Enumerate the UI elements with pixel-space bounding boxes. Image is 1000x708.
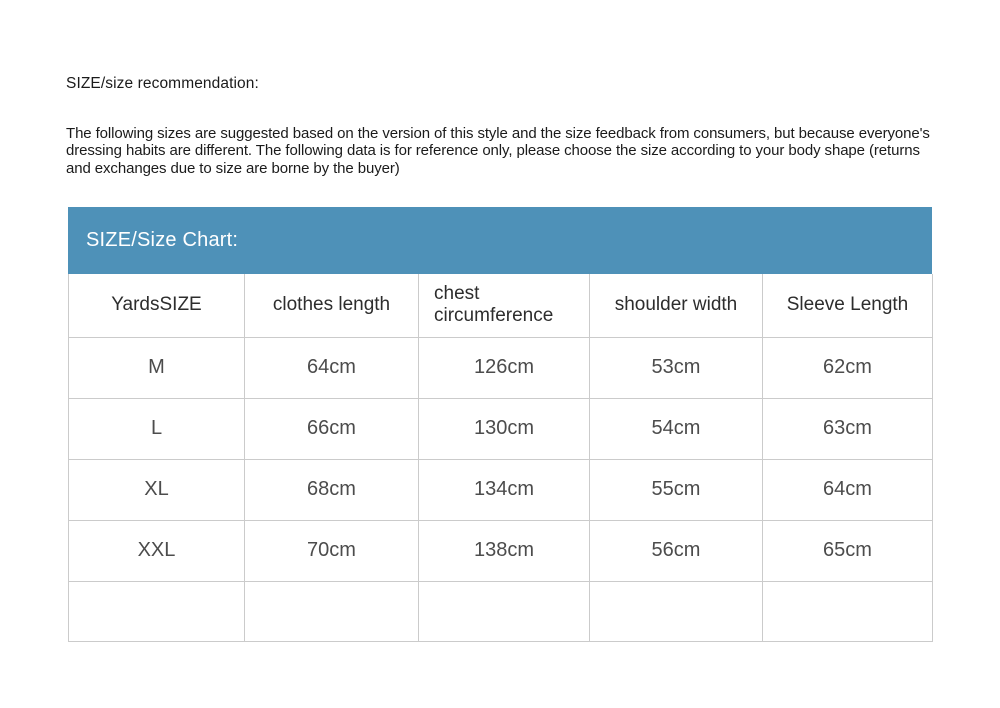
cell-size: XXL <box>69 520 245 581</box>
page-title: SIZE/size recommendation: <box>66 75 259 92</box>
cell-empty <box>69 581 245 641</box>
table-row-empty <box>69 581 933 641</box>
cell-clothes-length: 64cm <box>245 337 419 398</box>
column-header-sleeve-length: Sleeve Length <box>763 274 933 337</box>
size-chart-title: SIZE/Size Chart: <box>86 229 239 251</box>
cell-chest-circumference: 134cm <box>419 459 590 520</box>
table-row-xl <box>69 459 933 520</box>
cell-clothes-length: 70cm <box>245 520 419 581</box>
table-row-m <box>69 337 933 398</box>
cell-sleeve-length: 62cm <box>763 337 933 398</box>
cell-empty <box>419 581 590 641</box>
table-row-l <box>69 398 933 459</box>
cell-shoulder-width: 54cm <box>590 398 763 459</box>
cell-chest-circumference: 130cm <box>419 398 590 459</box>
column-header-clothes-length: clothes length <box>245 274 419 337</box>
description-paragraph: The following sizes are suggested based on the version of this style and the size feedback from consumers, but because everyone's dressing habits are different. The following data is for reference only, please choose the size according to your body shape (returns and exchanges due to size are borne by the buyer) <box>66 125 930 177</box>
cell-sleeve-length: 65cm <box>763 520 933 581</box>
cell-size: M <box>69 337 245 398</box>
table-row-xxl <box>69 520 933 581</box>
cell-empty <box>590 581 763 641</box>
column-header-size: YardsSIZE <box>69 274 245 337</box>
cell-clothes-length: 68cm <box>245 459 419 520</box>
size-table <box>68 274 933 642</box>
column-header-shoulder-width: shoulder width <box>590 274 763 337</box>
cell-chest-circumference: 138cm <box>419 520 590 581</box>
cell-size: XL <box>69 459 245 520</box>
size-chart-title-bar <box>68 207 932 274</box>
column-header-chest-circumference: chest circumference <box>419 274 590 337</box>
cell-sleeve-length: 64cm <box>763 459 933 520</box>
cell-size: L <box>69 398 245 459</box>
cell-chest-circumference: 126cm <box>419 337 590 398</box>
cell-shoulder-width: 55cm <box>590 459 763 520</box>
cell-shoulder-width: 56cm <box>590 520 763 581</box>
cell-shoulder-width: 53cm <box>590 337 763 398</box>
cell-empty <box>245 581 419 641</box>
table-header-row <box>69 274 933 337</box>
cell-empty <box>763 581 933 641</box>
cell-sleeve-length: 63cm <box>763 398 933 459</box>
cell-clothes-length: 66cm <box>245 398 419 459</box>
